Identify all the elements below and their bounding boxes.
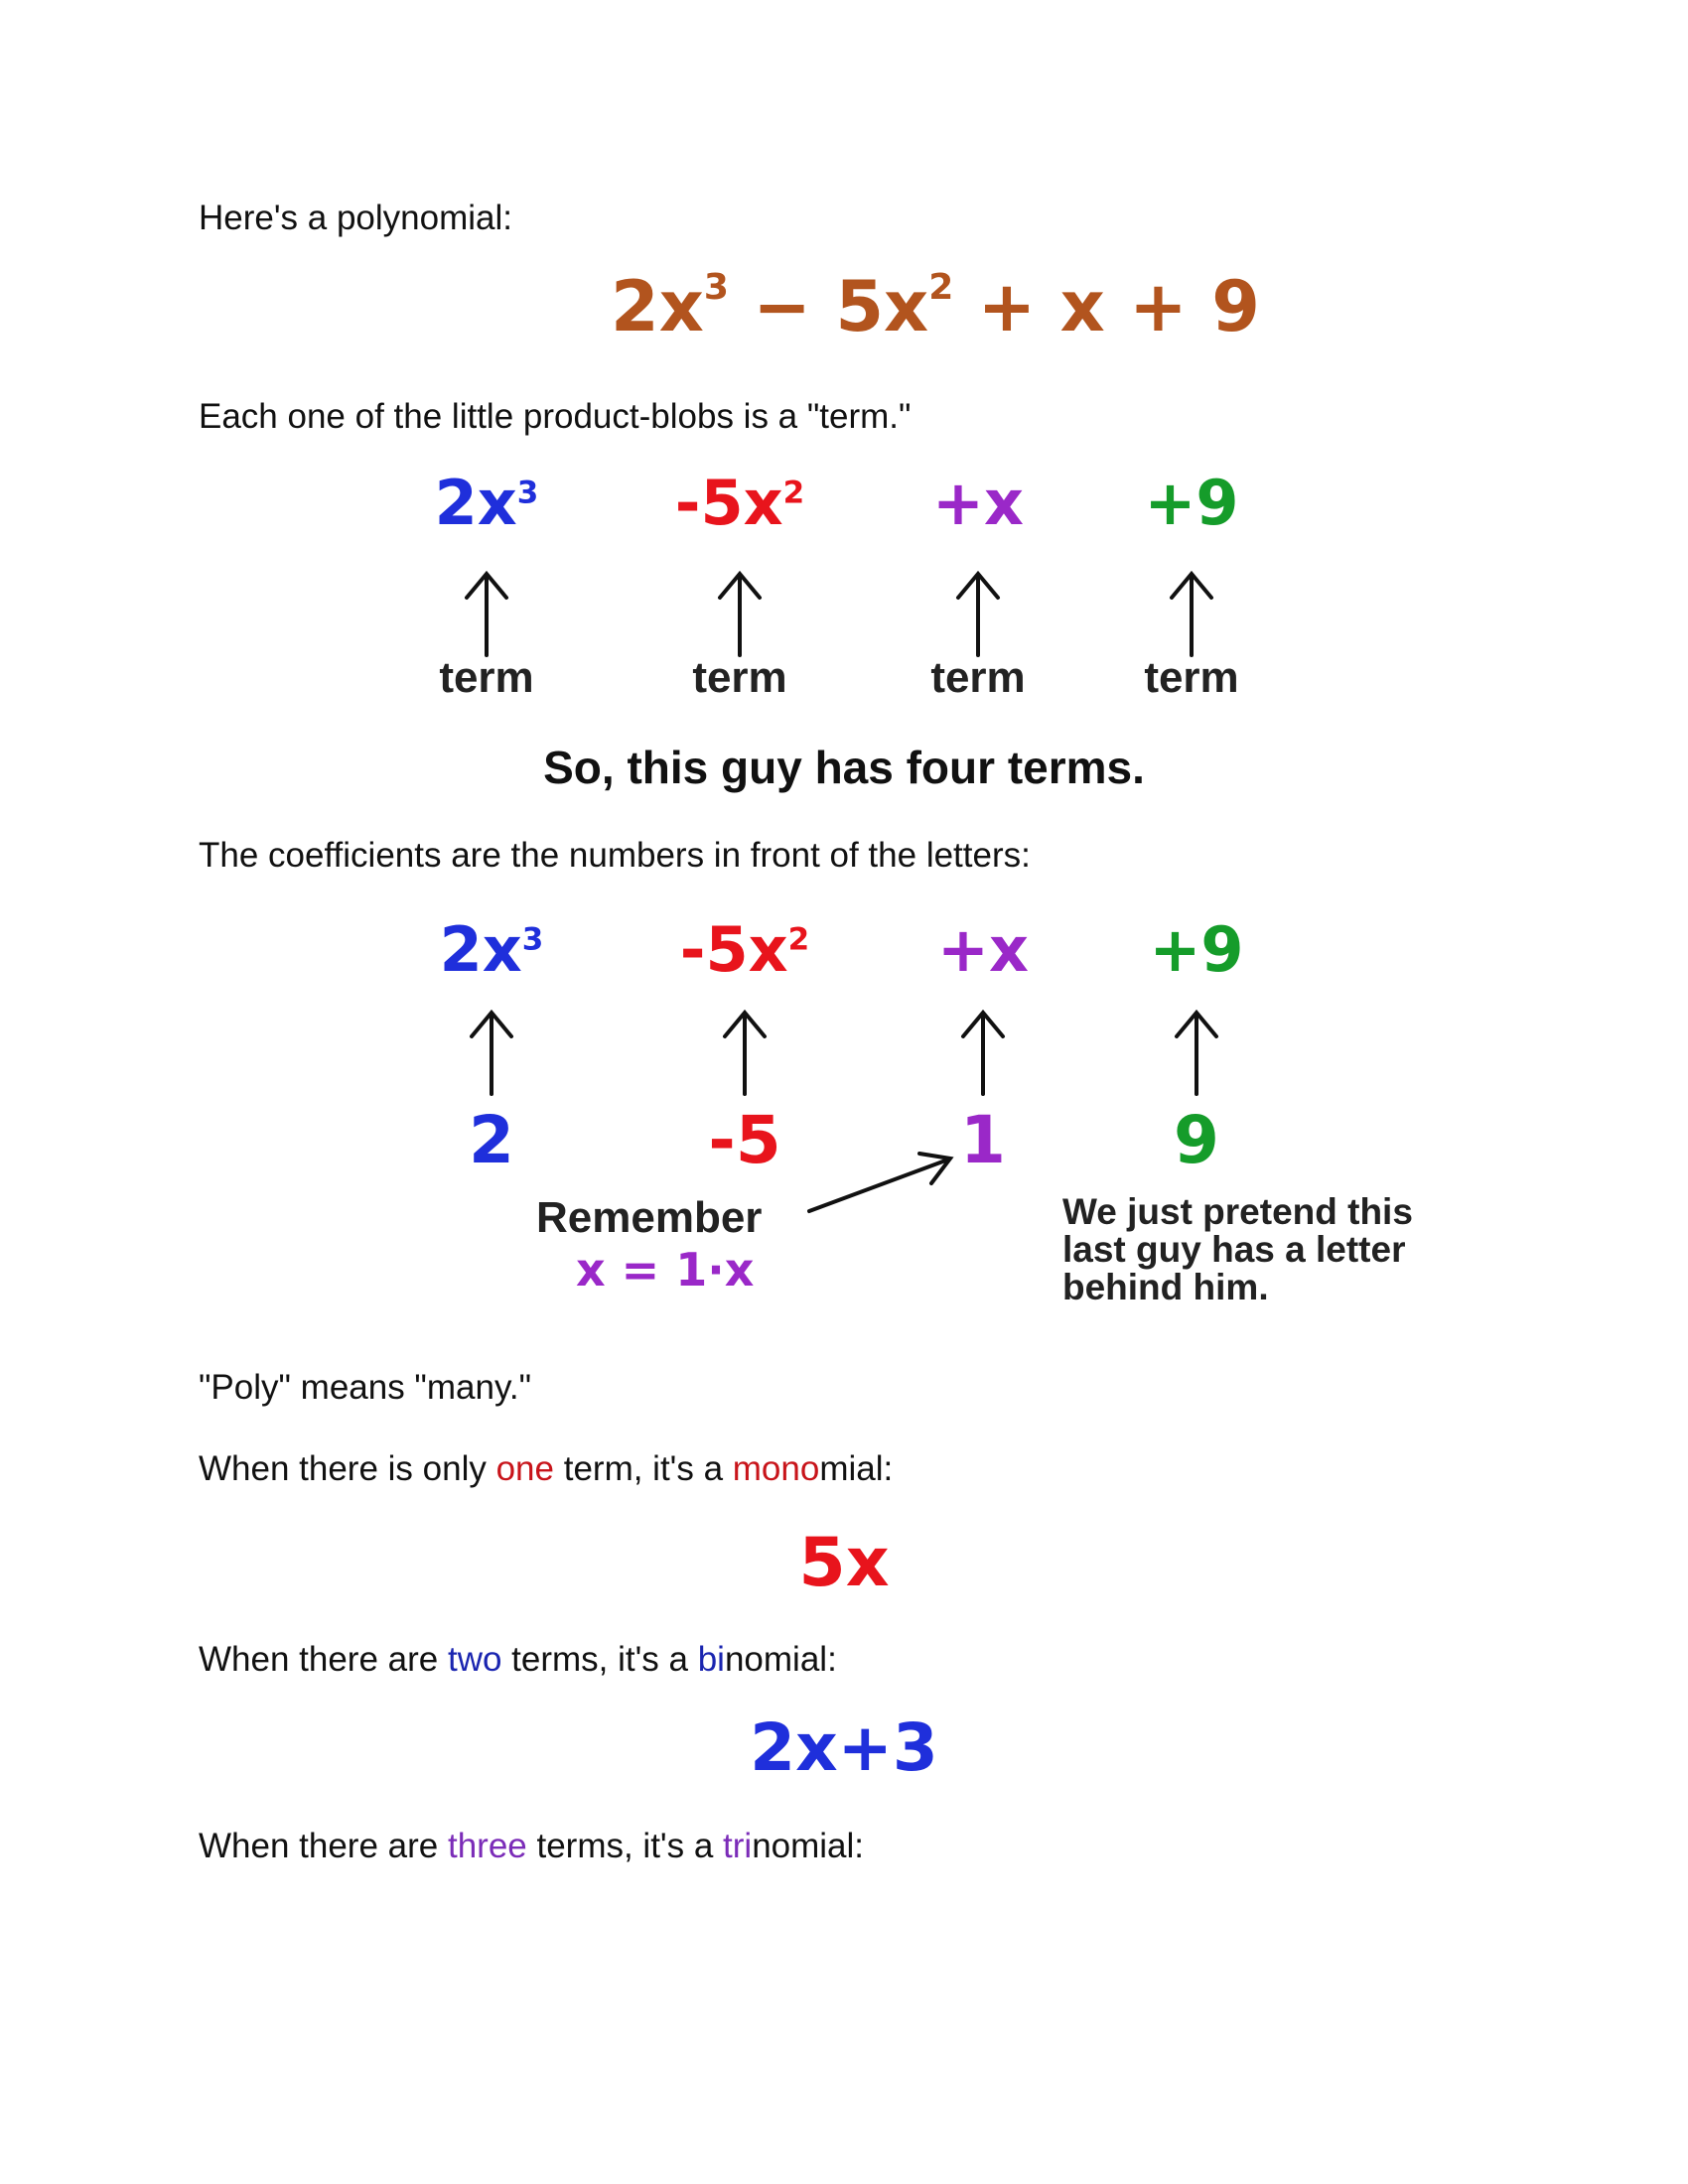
poly-term-1-exp: 3 xyxy=(703,267,729,308)
coefficient-arrows xyxy=(0,1003,1688,1241)
poly-term-1-base: 2x xyxy=(611,266,704,347)
monomial-highlight-mono: mono xyxy=(732,1449,820,1488)
term-arrow-2-icon xyxy=(720,574,760,655)
coef-term-2-base: -5x xyxy=(679,913,788,986)
pretend-note-line-1: We just pretend this xyxy=(1062,1191,1413,1232)
binomial-highlight-two: two xyxy=(447,1640,502,1679)
coef-arrow-2-icon xyxy=(725,1013,765,1094)
remember-title: Remember xyxy=(536,1193,763,1242)
polynomial-expression xyxy=(611,266,1260,347)
term-arrow-1-icon xyxy=(467,574,506,655)
trinomial-part-3: nomial: xyxy=(752,1827,865,1865)
binomial-part-3: nomial: xyxy=(724,1640,837,1679)
coef-term-2-exp: 2 xyxy=(787,921,810,958)
coef-value-4: 9 xyxy=(1174,1102,1219,1178)
trinomial-highlight-three: three xyxy=(447,1827,527,1865)
term-4-base: +9 xyxy=(1144,467,1239,539)
remember-formula: x = 1·x xyxy=(576,1243,755,1297)
term-1-base: 2x xyxy=(434,467,517,539)
coef-term-4-expression xyxy=(1097,913,1296,986)
coefficient-terms xyxy=(0,913,1688,993)
binomial-highlight-bi: bi xyxy=(697,1640,725,1679)
term-label-4: term xyxy=(1144,653,1239,702)
term-arrow-3-icon xyxy=(958,574,998,655)
term-2-exp: 2 xyxy=(782,475,805,511)
coef-term-1-expression xyxy=(392,913,591,986)
term-2-base: -5x xyxy=(674,467,783,539)
coef-value-3: 1 xyxy=(960,1102,1006,1178)
binomial-example: 2x+3 xyxy=(750,1709,938,1786)
binomial-sentence xyxy=(199,1640,837,1680)
coef-value-1: 2 xyxy=(469,1102,514,1178)
binomial-part-2: terms, it's a xyxy=(501,1640,698,1679)
poly-rest: + x + 9 xyxy=(977,266,1260,347)
coef-term-3-base: +x xyxy=(937,913,1029,986)
poly-op-1: − xyxy=(753,266,811,347)
monomial-highlight-one: one xyxy=(495,1449,554,1488)
term-1-exp: 3 xyxy=(516,475,539,511)
monomial-part-1: When there is only xyxy=(199,1449,496,1488)
monomial-part-3: mial: xyxy=(819,1449,894,1488)
pretend-note-line-2: last guy has a letter xyxy=(1062,1229,1406,1270)
term-1-expression xyxy=(387,467,586,539)
coef-arrow-1-icon xyxy=(472,1013,511,1094)
coefficients-caption: The coefficients are the numbers in front of the letters: xyxy=(199,836,1031,875)
monomial-sentence xyxy=(199,1449,893,1489)
term-2-expression xyxy=(640,467,839,539)
binomial-part-1: When there are xyxy=(199,1640,448,1679)
term-arrows xyxy=(0,566,1688,665)
trinomial-sentence xyxy=(199,1827,864,1866)
intro-text: Here's a polynomial: xyxy=(199,199,512,237)
trinomial-part-2: terms, it's a xyxy=(526,1827,724,1865)
four-terms-statement: So, this guy has four terms. xyxy=(543,742,1145,793)
monomial-part-2: term, it's a xyxy=(554,1449,733,1488)
term-label-3: term xyxy=(930,653,1026,702)
poly-means-text: "Poly" means "many." xyxy=(199,1368,531,1407)
pretend-note-line-3: behind him. xyxy=(1062,1267,1269,1307)
term-3-base: +x xyxy=(932,467,1024,539)
coef-arrow-3-icon xyxy=(963,1013,1003,1094)
coef-term-2-expression xyxy=(645,913,844,986)
term-arrow-4-icon xyxy=(1172,574,1211,655)
monomial-example: 5x xyxy=(798,1524,890,1602)
coef-term-1-base: 2x xyxy=(439,913,522,986)
coef-arrow-4-icon xyxy=(1177,1013,1216,1094)
term-label-2: term xyxy=(692,653,787,702)
terms-caption: Each one of the little product-blobs is a "term." xyxy=(199,397,912,436)
poly-term-2-base: 5x xyxy=(835,266,929,347)
pretend-note xyxy=(1062,1193,1413,1306)
trinomial-highlight-tri: tri xyxy=(723,1827,753,1865)
coef-term-4-base: +9 xyxy=(1149,913,1244,986)
poly-term-2-exp: 2 xyxy=(928,267,954,308)
coef-value-2: -5 xyxy=(708,1102,781,1178)
trinomial-part-1: When there are xyxy=(199,1827,448,1865)
term-4-expression xyxy=(1092,467,1291,539)
coef-term-3-expression xyxy=(884,913,1082,986)
term-3-expression xyxy=(879,467,1077,539)
coef-term-1-exp: 3 xyxy=(521,921,544,958)
term-label-1: term xyxy=(439,653,534,702)
